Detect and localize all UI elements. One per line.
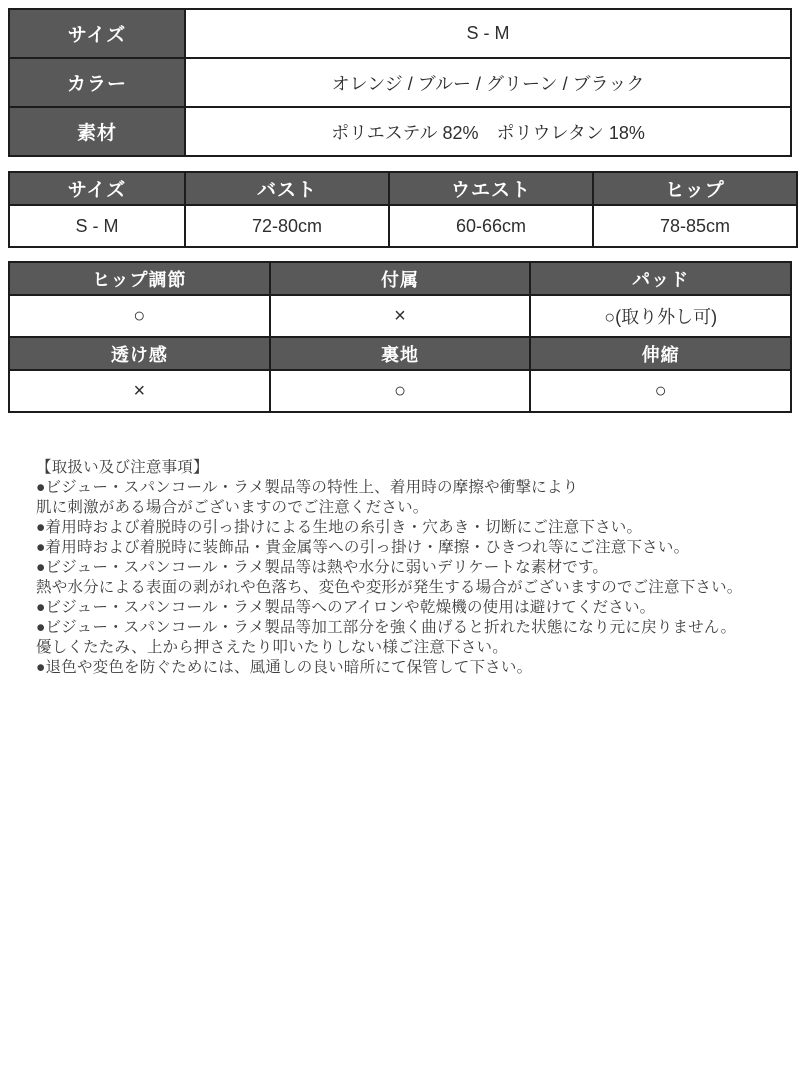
feature-table xyxy=(8,261,792,413)
feature-value-row-2 xyxy=(9,370,791,412)
note-line: ●着用時および着脱時に装飾品・貴金属等への引っ掛け・摩擦・ひきつれ等にご注意下さい。 xyxy=(36,539,690,556)
size-header-hip: ヒップ xyxy=(593,172,797,205)
spec-label-color: カラー xyxy=(9,58,185,107)
size-header-waist: ウエスト xyxy=(389,172,593,205)
feature-value-accessory: × xyxy=(270,295,531,337)
size-value-size: S - M xyxy=(9,205,185,247)
spec-value-color: オレンジ / ブルー / グリーン / ブラック xyxy=(185,58,791,107)
note-line: ●ビジュー・スパンコール・ラメ製品等へのアイロンや乾燥機の使用は避けてください。 xyxy=(36,599,656,616)
feature-value-hip-adjust: ○ xyxy=(9,295,270,337)
spec-label-size: サイズ xyxy=(9,9,185,58)
note-line: 肌に刺激がある場合がございますのでご注意ください。 xyxy=(36,499,429,516)
feature-value-stretch: ○ xyxy=(530,370,791,412)
note-line: 熱や水分による表面の剥がれや色落ち、変色や変形が発生する場合がございますのでご注意下さい。 xyxy=(36,579,743,596)
spec-row-color xyxy=(9,58,791,107)
size-header-size: サイズ xyxy=(9,172,185,205)
spec-table xyxy=(8,8,792,157)
spec-row-material xyxy=(9,107,791,156)
note-line: ●ビジュー・スパンコール・ラメ製品等は熱や水分に弱いデリケートな素材です。 xyxy=(36,559,609,576)
spec-value-size: S - M xyxy=(185,9,791,58)
feature-header-row-1 xyxy=(9,262,791,295)
note-line: ●着用時および着脱時の引っ掛けによる生地の糸引き・穴あき・切断にご注意下さい。 xyxy=(36,519,643,536)
feature-header-lining: 裏地 xyxy=(270,337,531,370)
size-value-waist: 60-66cm xyxy=(389,205,593,247)
notes-section xyxy=(8,458,792,678)
note-line: ●ビジュー・スパンコール・ラメ製品等の特性上、着用時の摩擦や衝撃により xyxy=(36,479,579,496)
feature-value-sheerness: × xyxy=(9,370,270,412)
feature-header-accessory: 付属 xyxy=(270,262,531,295)
size-value-bust: 72-80cm xyxy=(185,205,389,247)
spec-value-material: ポリエステル 82% ポリウレタン 18% xyxy=(185,107,791,156)
note-line: 優しくたたみ、上から押さえたり叩いたりしない様ご注意下さい。 xyxy=(36,639,508,656)
note-line: ●退色や変色を防ぐためには、風通しの良い暗所にて保管して下さい。 xyxy=(36,659,533,676)
size-table xyxy=(8,171,798,248)
spec-row-size xyxy=(9,9,791,58)
feature-header-sheerness: 透け感 xyxy=(9,337,270,370)
size-table-value-row xyxy=(9,205,797,247)
feature-header-pad: パッド xyxy=(530,262,791,295)
feature-header-row-2 xyxy=(9,337,791,370)
feature-header-hip-adjust: ヒップ調節 xyxy=(9,262,270,295)
feature-value-row-1 xyxy=(9,295,791,337)
feature-value-pad: ○(取り外し可) xyxy=(530,295,791,337)
spec-label-material: 素材 xyxy=(9,107,185,156)
feature-value-lining: ○ xyxy=(270,370,531,412)
notes-title: 【取扱い及び注意事項】 xyxy=(36,459,209,476)
size-value-hip: 78-85cm xyxy=(593,205,797,247)
size-header-bust: バスト xyxy=(185,172,389,205)
size-table-header-row xyxy=(9,172,797,205)
note-line: ●ビジュー・スパンコール・ラメ製品等加工部分を強く曲げると折れた状態になり元に戻りません。 xyxy=(36,619,737,636)
feature-header-stretch: 伸縮 xyxy=(530,337,791,370)
